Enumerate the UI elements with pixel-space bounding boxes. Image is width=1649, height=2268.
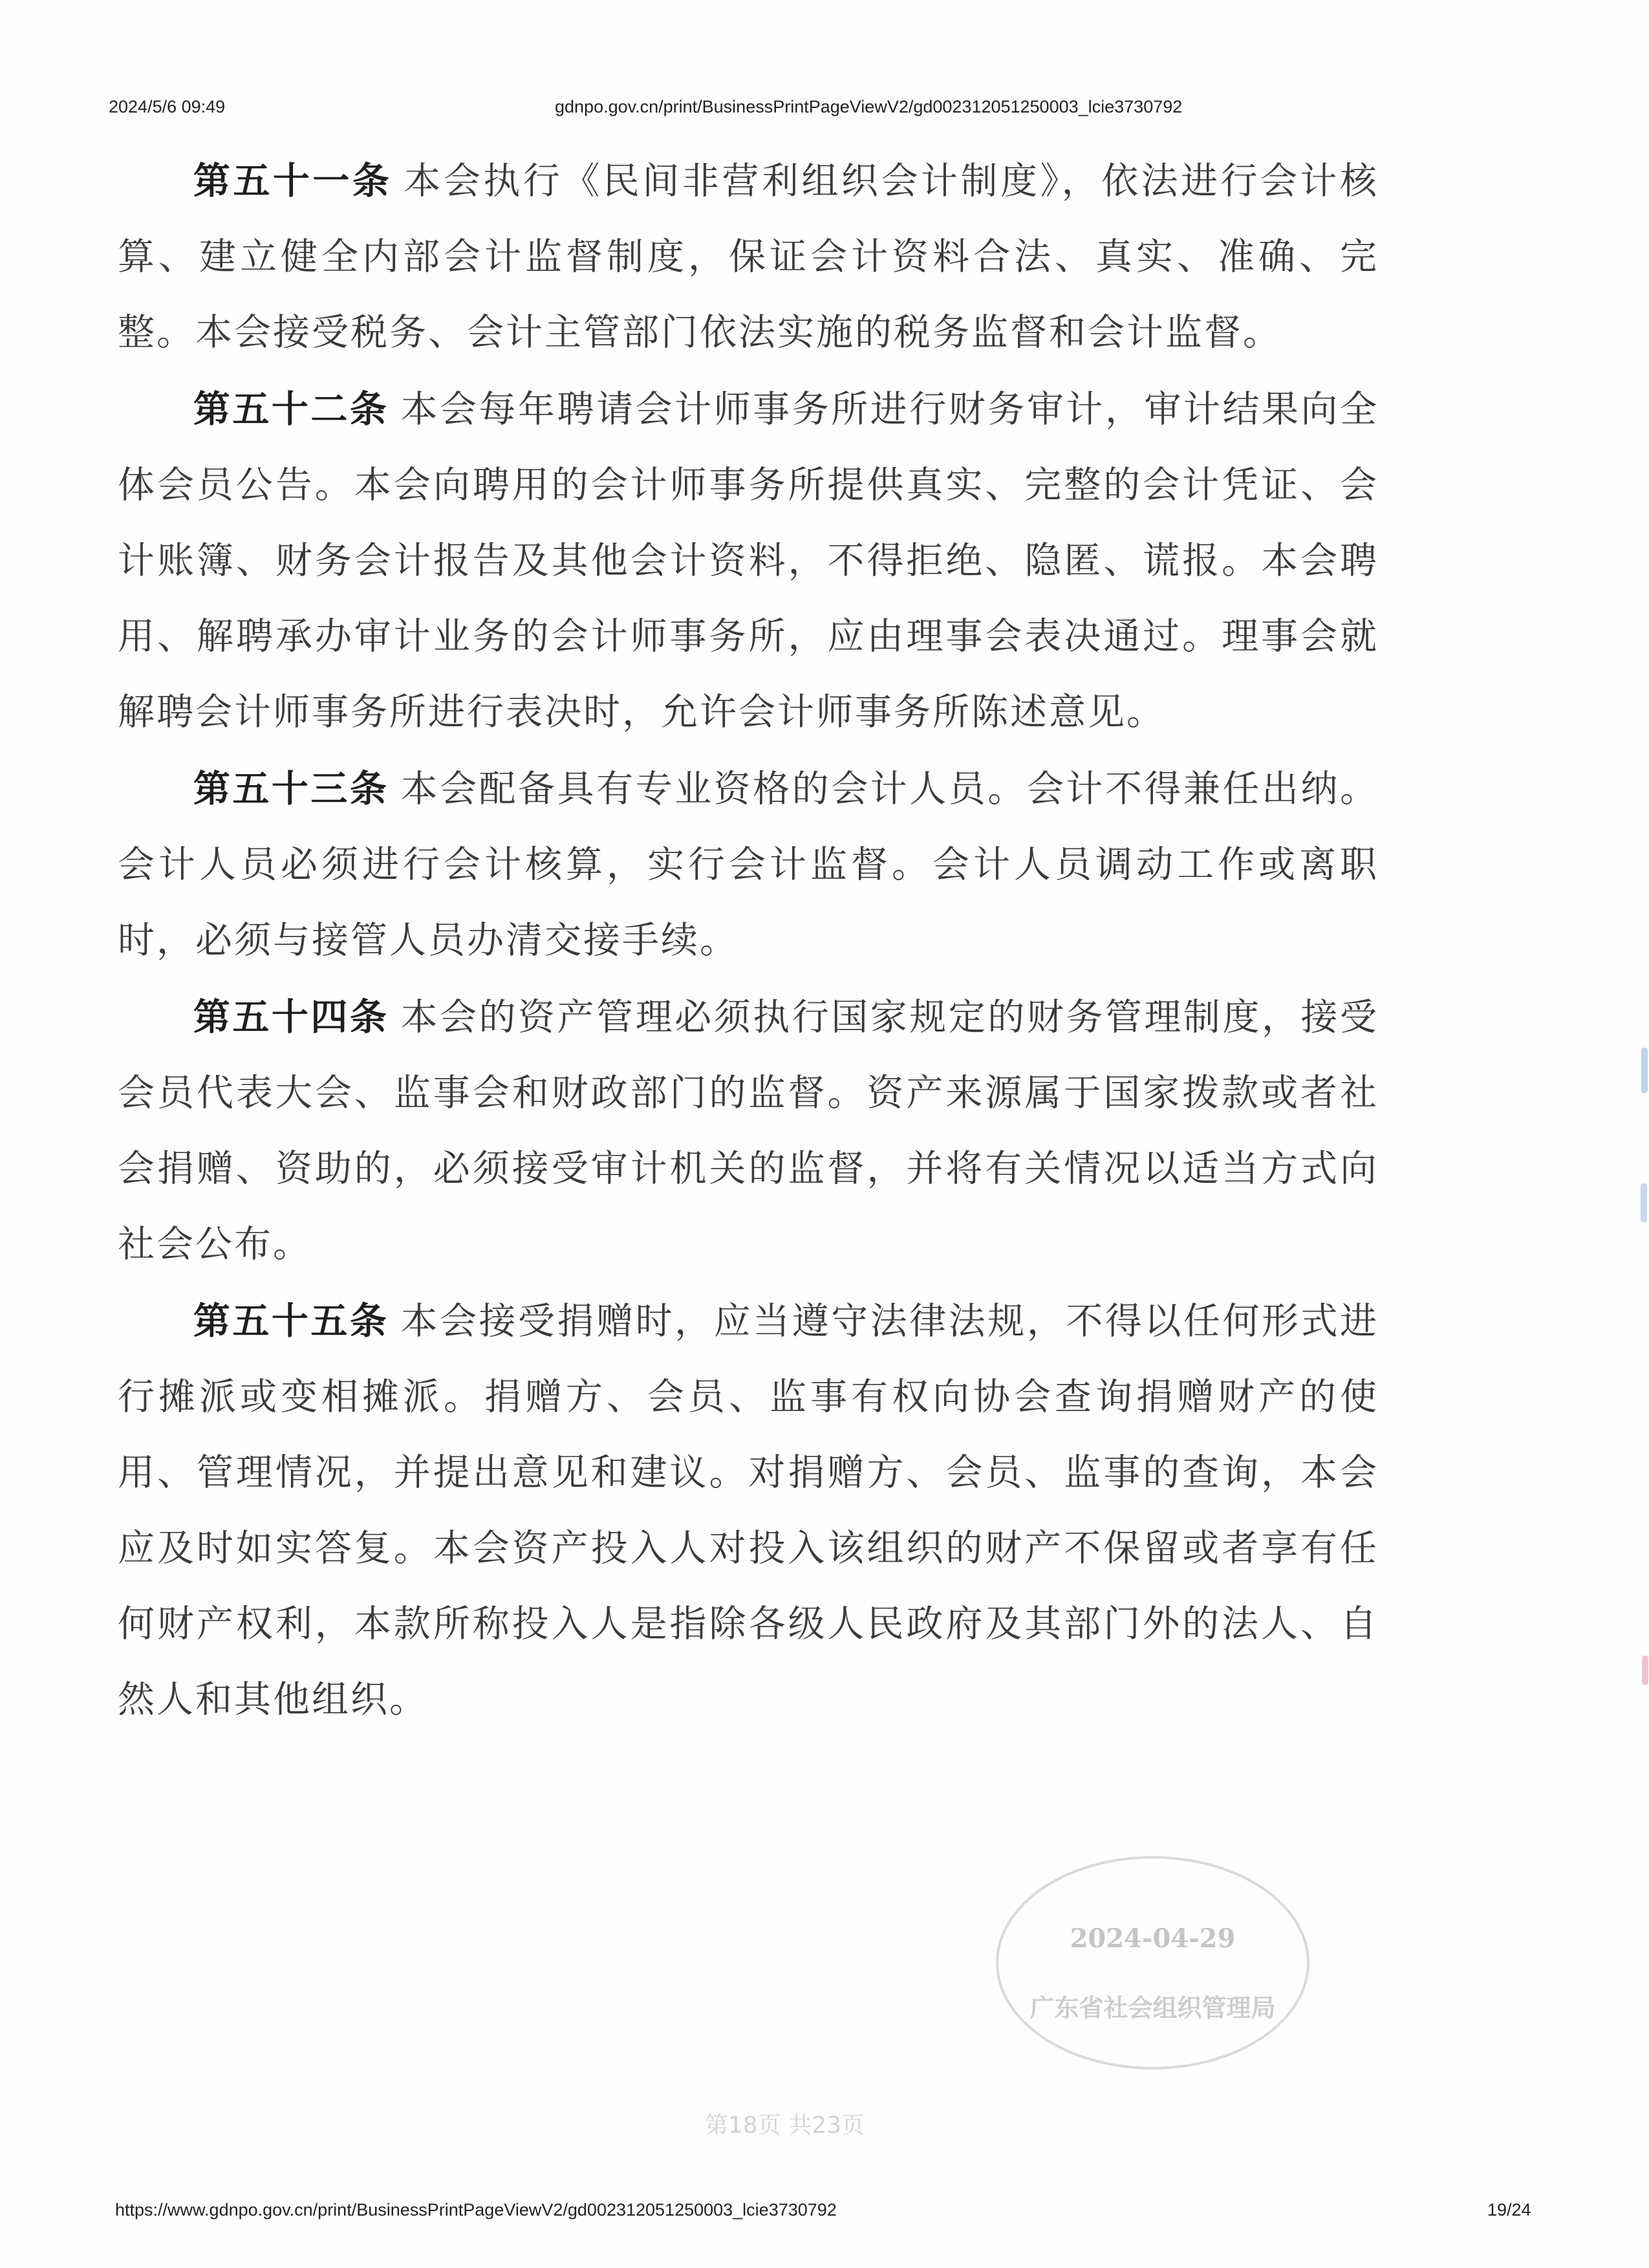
article-number: 第五十一条: [193, 160, 393, 202]
article-51: [118, 144, 1379, 371]
page-counter-watermark: 第18页 共23页: [705, 2112, 865, 2139]
print-url-header: gdnpo.gov.cn/print/BusinessPrintPageViewV2/gd002312051250003_lcie3730792: [555, 97, 1183, 116]
article-text: 本会执行《民间非营利组织会计制度》，依法进行会计核算、建立健全内部会计监督制度，保证会计资料合法、真实、准确、完整。本会接受税务、会计主管部门依法实施的税务监督和会计监督。: [118, 160, 1379, 354]
print-page-number: 19/24: [1487, 2200, 1531, 2219]
article-number: 第五十五条: [193, 1300, 389, 1343]
article-number: 第五十三条: [193, 768, 389, 810]
scan-edge-mark: [1641, 1048, 1648, 1093]
article-54: [118, 980, 1379, 1282]
scan-edge-mark: [1641, 1183, 1647, 1222]
article-text: 本会接受捐赠时，应当遵守法律法规，不得以任何形式进行摊派或变相摊派。捐赠方、会员、监事有权向协会查询捐赠财产的使用、管理情况，并提出意见和建议。对捐赠方、会员、监事的查询，本会应及时如实答复。本会资产投入人对投入该组织的财产不保留或者享有任何财产权利，本款所称投入人是指除各级人民政府及其部门外的法人、自然人和其他组织。: [118, 1300, 1379, 1721]
print-url-footer: https://www.gdnpo.gov.cn/print/BusinessPrintPageViewV2/gd002312051250003_lcie3730792: [115, 2200, 837, 2219]
document-body: [118, 144, 1379, 1739]
official-seal: [996, 1856, 1310, 2069]
article-53: [118, 751, 1379, 978]
seal-organization: 广东省社会组织管理局: [1029, 1994, 1276, 2022]
seal-date: 2024-04-29: [1070, 1923, 1236, 1954]
article-text: 本会配备具有专业资格的会计人员。会计不得兼任出纳。会计人员必须进行会计核算，实行会计监督。会计人员调动工作或离职时，必须与接管人员办清交接手续。: [118, 768, 1379, 962]
article-text: 本会每年聘请会计师事务所进行财务审计，审计结果向全体会员公告。本会向聘用的会计师事务所提供真实、完整的会计凭证、会计账簿、财务会计报告及其他会计资料，不得拒绝、隐匿、谎报。本会聘用、解聘承办审计业务的会计师事务所，应由理事会表决通过。理事会就解聘会计师事务所进行表决时，允许会计师事务所陈述意见。: [118, 388, 1379, 733]
print-datetime: 2024/5/6 09:49: [109, 97, 226, 116]
article-text: 本会的资产管理必须执行国家规定的财务管理制度，接受会员代表大会、监事会和财政部门的监督。资产来源属于国家拨款或者社会捐赠、资助的，必须接受审计机关的监督，并将有关情况以适当方式向社会公布。: [118, 996, 1379, 1266]
article-number: 第五十二条: [193, 388, 389, 431]
scan-edge-mark: [1642, 1656, 1648, 1685]
article-55: [118, 1284, 1379, 1738]
article-number: 第五十四条: [193, 996, 389, 1039]
article-52: [118, 372, 1379, 750]
